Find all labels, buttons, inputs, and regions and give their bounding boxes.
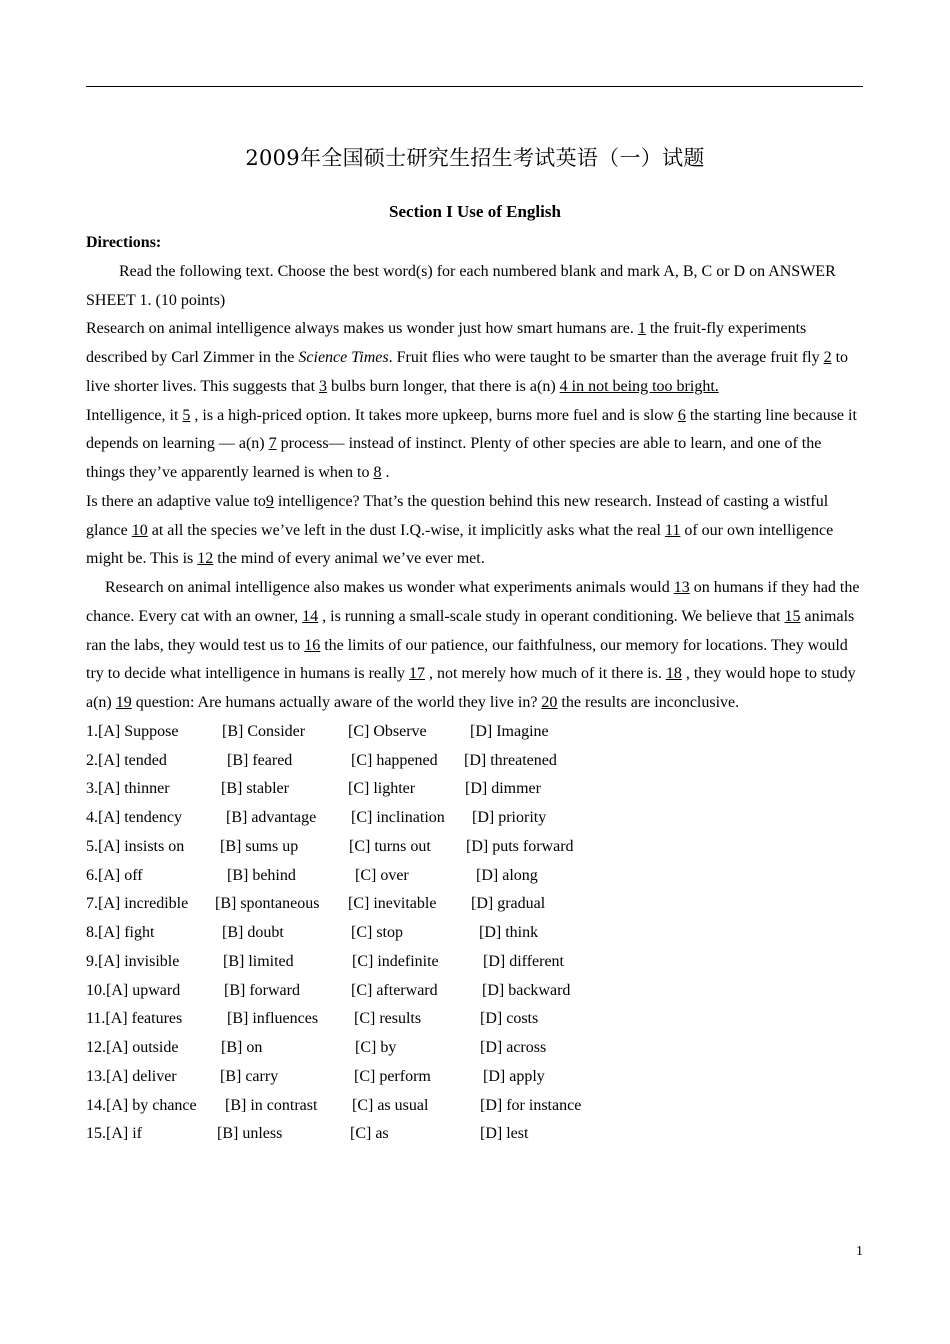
option-a: 15.[A] if [86,1125,142,1143]
blank-5: 5 [182,406,191,424]
option-b: [B] limited [223,952,294,970]
option-a: 2.[A] tended [86,751,167,769]
question-2-options [86,747,863,776]
answer-options [86,718,863,1149]
option-d: [D] apply [483,1067,545,1085]
option-d: [D] costs [480,1010,539,1028]
option-a: 14.[A] by chance [86,1096,197,1114]
blank-9: 9 [265,492,274,510]
question-12-options [86,1034,863,1063]
option-d: [D] dimmer [465,780,541,798]
option-b: [B] forward [224,981,300,999]
option-d: [D] backward [482,981,571,999]
option-a: 11.[A] features [86,1010,183,1028]
option-b: [B] spontaneous [215,895,320,913]
document-body [86,229,863,1149]
option-c: [C] over [355,866,409,884]
blank-1: 1 [637,320,646,338]
question-5-options [86,833,863,862]
option-b: [B] unless [217,1125,283,1143]
page-title: 2009年全国硕士研究生招生考试英语（一）试题 [245,146,705,170]
blank-16: 16 [304,636,321,654]
blank-12: 12 [197,550,214,568]
option-c: [C] as usual [352,1096,429,1114]
option-b: [B] Consider [222,722,306,740]
option-a: 3.[A] thinner [86,780,170,798]
blank-4: 4 in not being too bright. [559,377,719,395]
option-c: [C] as [350,1125,389,1143]
option-b: [B] in contrast [225,1096,318,1114]
header-rule [86,86,863,87]
option-a: 13.[A] deliver [86,1067,177,1085]
option-a: 12.[A] outside [86,1039,179,1056]
passage-paragraph-3: Is there an adaptive value to9 intelligence? That’s the question behind this new research. Instead of casting a wistful glance 10 at all the species we’ve left in the dust I.Q.-wise, it implicitly asks what the real 11 of our own intelligence might be. This is 12 the mind of every animal we’ve ever met. [86,492,834,568]
option-a: 7.[A] incredible [86,895,189,913]
option-d: [D] different [483,952,564,970]
page-number: 1 [856,1244,863,1259]
directions-label: Directions: [86,234,162,251]
blank-17: 17 [409,665,426,683]
question-11-options [86,1005,863,1034]
option-c: [C] happened [351,751,438,769]
passage-paragraph-1: Research on animal intelligence always makes us wonder just how smart humans are. 1 the fruit-fly experiments described by Carl Zimmer in the Science Times. Fruit flies who were taught to be smarter than the average fruit fly 2 to live shorter lives. This suggests that 3 bulbs burn longer, that there is a(n) 4 in not being too bright. [86,320,849,395]
option-b: [B] influences [227,1010,319,1028]
question-4-options [86,804,863,833]
option-d: [D] puts forward [466,837,574,855]
blank-20: 20 [541,694,558,711]
blank-15: 15 [784,607,801,625]
option-a: 8.[A] fight [86,924,155,941]
passage-paragraph-2: Intelligence, it 5 , is a high-priced option. It takes more upkeep, burns more fuel and is slow 6 the starting line because it depends on learning — a(n) 7 process— instead of instinct. Plenty of other species are able to learn, and one of the things they’ve apparently learned is when to 8 . [86,406,857,481]
option-b: [B] stabler [221,780,289,798]
option-c: [C] stop [351,924,403,941]
question-13-options [86,1063,863,1092]
option-c: [C] afterward [351,981,438,999]
blank-14: 14 [302,607,319,625]
option-c: [C] lighter [348,780,416,798]
question-6-options [86,862,863,891]
directions-text: Read the following text. Choose the best word(s) for each numbered blank and mark A, B, C or D on ANSWER SHEET 1. (10 points) [86,262,836,309]
blank-19: 19 [115,694,132,711]
section-title: Section I Use of English [389,202,561,221]
option-c: [C] turns out [349,837,431,855]
option-c: [C] perform [354,1067,431,1085]
blank-13: 13 [673,579,690,596]
option-b: [B] behind [227,866,296,884]
option-b: [B] carry [220,1067,279,1085]
option-c: [C] inclination [351,809,445,826]
blank-18: 18 [665,665,682,683]
option-d: [D] for instance [480,1096,582,1114]
option-b: [B] sums up [220,837,299,855]
question-8-options [86,919,863,948]
option-a: 6.[A] off [86,866,143,884]
question-15-options [86,1120,863,1149]
option-c: [C] by [355,1039,397,1056]
option-d: [D] along [476,866,538,884]
blank-8: 8 [373,464,382,481]
blank-2: 2 [823,349,832,366]
option-c: [C] Observe [348,722,427,740]
option-d: [D] across [480,1039,547,1056]
question-3-options [86,775,863,804]
option-b: [B] advantage [226,809,317,826]
option-d: [D] lest [480,1125,529,1143]
blank-11: 11 [664,521,681,539]
option-d: [D] think [479,924,539,941]
option-a: 5.[A] insists on [86,837,185,855]
question-9-options [86,948,863,977]
option-c: [C] results [354,1010,422,1028]
option-c: [C] indefinite [352,952,439,970]
option-c: [C] inevitable [348,895,437,913]
option-b: [B] doubt [222,924,284,941]
blank-10: 10 [131,521,148,539]
question-14-options [86,1092,863,1121]
option-d: [D] threatened [464,751,557,769]
blank-7: 7 [268,435,277,453]
question-7-options [86,890,863,919]
blank-3: 3 [319,377,328,395]
blank-6: 6 [677,406,686,424]
option-d: [D] priority [472,809,547,826]
option-a: 10.[A] upward [86,981,181,999]
question-1-options [86,718,863,747]
question-10-options [86,977,863,1006]
option-d: [D] gradual [471,895,546,913]
passage-paragraph-4: Research on animal intelligence also makes us wonder what experiments animals would 13 on humans if they had the chance. Every cat with an owner, 14 , is running a small-scale study in operant conditioning. We believe that 15 animals ran the labs, they would test us to 16 the limits of our patience, our faithfulness, our memory for locations. They would try to decide what intelligence in humans is really 17 , not merely how much of it there is. 18 , they would hope to study a(n) 19 question: Are humans actually aware of the world they live in? 20 the results are inconclusive. [86,579,860,711]
option-b: [B] feared [227,751,293,769]
option-a: 9.[A] invisible [86,952,180,970]
option-d: [D] Imagine [470,722,549,740]
option-b: [B] on [221,1039,263,1056]
option-a: 1.[A] Suppose [86,722,179,740]
option-a: 4.[A] tendency [86,809,182,826]
